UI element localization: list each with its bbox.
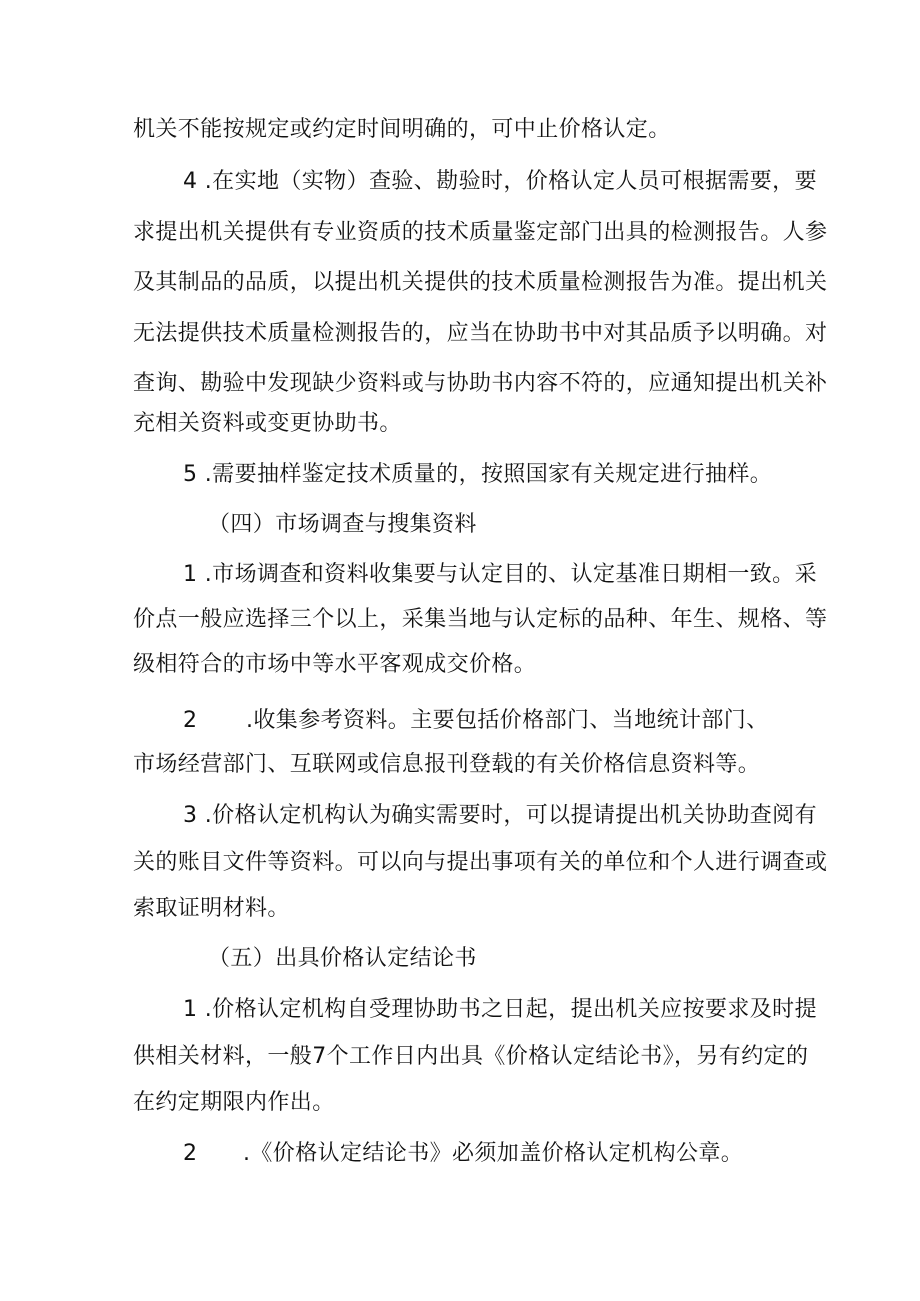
section-heading-4: （四）市场调查与搜集资料 (208, 512, 477, 537)
item-text: .《价格认定结论书》必须加盖价格认定机构公章。 (243, 1141, 744, 1166)
text-line-21: 在约定期限内作出。 (133, 1090, 335, 1115)
text-line-14: 市场经营部门、互联网或信息报刊登载的有关价格信息资料等。 (133, 752, 761, 777)
item-number: 2 (183, 1141, 198, 1166)
text-line-6: 查询、勘验中发现缺少资料或与协助书内容不符的，应通知提出机关补 (133, 371, 828, 396)
text-line-16: 关的账目文件等资料。可以向与提出事项有关的单位和个人进行调查或 (133, 850, 828, 875)
text-line-13 (183, 706, 783, 736)
text-line-15: 3 .价格认定机构认为确实需要时，可以提请提出机关协助查阅有 (183, 803, 817, 828)
section-heading-5: （五）出具价格认定结论书 (208, 946, 477, 971)
text-line-12: 级相符合的市场中等水平客观成交价格。 (133, 652, 537, 677)
text-line-19: 1 .价格认定机构自受理协助书之日起，提出机关应按要求及时提 (183, 997, 817, 1022)
text-line-20: 供相关材料，一般7个工作日内出具《价格认定结论书》，另有约定的 (133, 1044, 809, 1069)
item-text: .收集参考资料。主要包括价格部门、当地统计部门、 (246, 708, 769, 733)
text-line-8: 5 .需要抽样鉴定技术质量的，按照国家有关规定进行抽样。 (183, 462, 773, 487)
item-number: 2 (183, 708, 198, 733)
text-line-3: 求提出机关提供有专业资质的技术质量鉴定部门出具的检测报告。人参 (133, 220, 828, 245)
text-line-1: 机关不能按规定或约定时间明确的，可中止价格认定。 (133, 117, 671, 142)
text-line-4: 及其制品的品质，以提出机关提供的技术质量检测报告为准。提出机关 (133, 270, 828, 295)
text-line-17: 索取证明材料。 (133, 896, 290, 921)
text-line-11: 价点一般应选择三个以上，采集当地与认定标的品种、年生、规格、等 (133, 607, 828, 632)
text-line-10: 1 .市场调查和资料收集要与认定目的、认定基准日期相一致。采 (183, 562, 817, 587)
text-line-22 (183, 1139, 783, 1169)
text-line-7: 充相关资料或变更协助书。 (133, 411, 402, 436)
text-line-5: 无法提供技术质量检测报告的，应当在协助书中对其品质予以明确。对 (133, 321, 828, 346)
text-line-2: 4 .在实地（实物）查验、勘验时，价格认定人员可根据需要，要 (183, 169, 817, 194)
